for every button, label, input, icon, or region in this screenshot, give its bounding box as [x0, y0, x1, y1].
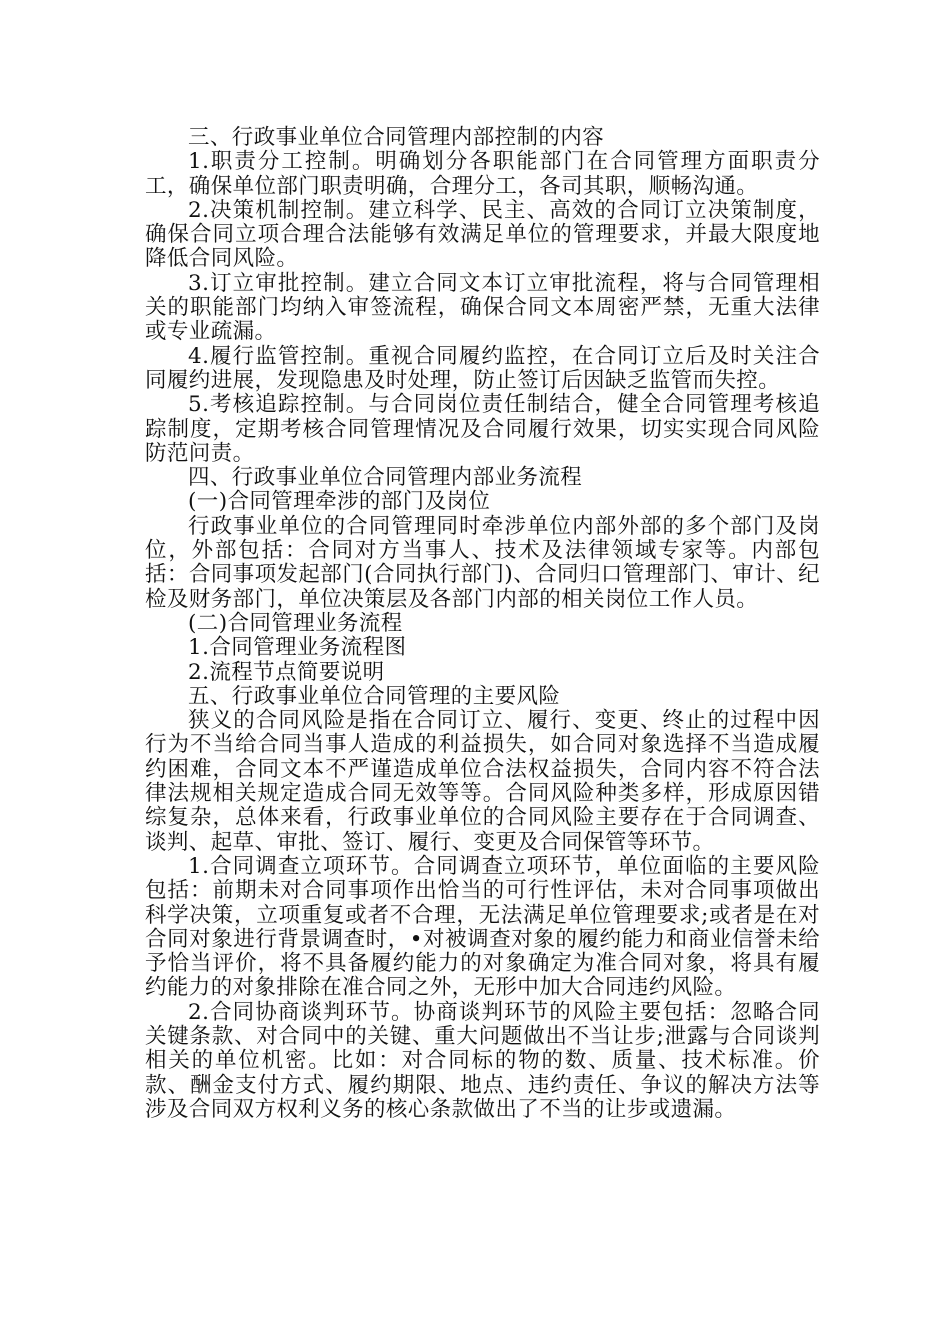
- section-heading: 五、行政事业单位合同管理的主要风险: [188, 683, 561, 709]
- subsection-heading: (一)合同管理牵涉的部门及岗位: [188, 489, 491, 515]
- paragraph: 行政事业单位的合同管理同时牵涉单位内部外部的多个部门及岗位，外部包括：合同对方当事人、技术及法律领域专家等。内部包括：合同事项发起部门(合同执行部门)、合同归口管理部门、审计、纪检及财务部门，单位决策层及各部门内部的相关岗位工作人员。: [145, 513, 820, 612]
- paragraph: 2.合同协商谈判环节。协商谈判环节的风险主要包括：忽略合同关键条款、对合同中的关键、重大问题做出不当让步;泄露与合同谈判相关的单位机密。比如：对合同标的物的数、质量、技术标准。价款、酬金支付方式、履约期限、地点、违约责任、争议的解决方法等涉及合同双方权利义务的核心条款做出了不当的让步或遗漏。: [145, 999, 820, 1122]
- paragraph: 4.履行监管控制。重视合同履约监控，在合同订立后及时关注合同履约进展，发现隐患及时处理，防止签订后因缺乏监管而失控。: [145, 343, 820, 393]
- paragraph: 2.决策机制控制。建立科学、民主、高效的合同订立决策制度，确保合同立项合理合法能够有效满足单位的管理要求，并最大限度地降低合同风险。: [145, 197, 820, 272]
- paragraph: 1.职责分工控制。明确划分各职能部门在合同管理方面职责分工，确保单位部门职责明确，合理分工，各司其职，顺畅沟通。: [145, 149, 820, 199]
- section-heading: 三、行政事业单位合同管理内部控制的内容: [188, 125, 605, 150]
- paragraph: 5.考核追踪控制。与合同岗位责任制结合，健全合同管理考核追踪制度，定期考核合同管理情况及合同履行效果，切实实现合同风险防范问责。: [145, 392, 820, 466]
- paragraph: 狭义的合同风险是指在合同订立、履行、变更、终止的过程中因行为不当给合同当事人造成的利益损失，如合同对象选择不当造成履约困难，合同文本不严谨造成单位合法权益损失，合同内容不符合法律法规相关规定造成合同无效等等。合同风险种类多样，形成原因错综复杂，总体来看，行政事业单位的合同风险主要存在于合同调查、谈判、起草、审批、签订、履行、变更及合同保管等环节。: [145, 708, 820, 855]
- paragraph: 1.合同调查立项环节。合同调查立项环节，单位面临的主要风险包括：前期未对合同事项作出恰当的可行性评估，未对合同事项做出科学决策，立项重复或者不合理，无法满足单位管理要求;或者是在对合同对象进行背景调查时，•对被调查对象的履约能力和商业信誉未给予恰当评价，将不具备履约能力的对象确定为准合同对象，将具有履约能力的对象排除在准合同之外，无形中加大合同违约风险。: [145, 853, 820, 1001]
- subsection-heading: (二)合同管理业务流程: [188, 610, 403, 636]
- paragraph: 1.合同管理业务流程图: [188, 635, 407, 661]
- section-heading: 四、行政事业单位合同管理内部业务流程: [188, 465, 583, 491]
- paragraph: 3.订立审批控制。建立合同文本订立审批流程，将与合同管理相关的职能部门均纳入审签流程，确保合同文本周密严禁，无重大法律或专业疏漏。: [145, 270, 820, 345]
- document-body: [145, 126, 820, 1122]
- paragraph: 2.流程节点简要说明: [188, 659, 385, 685]
